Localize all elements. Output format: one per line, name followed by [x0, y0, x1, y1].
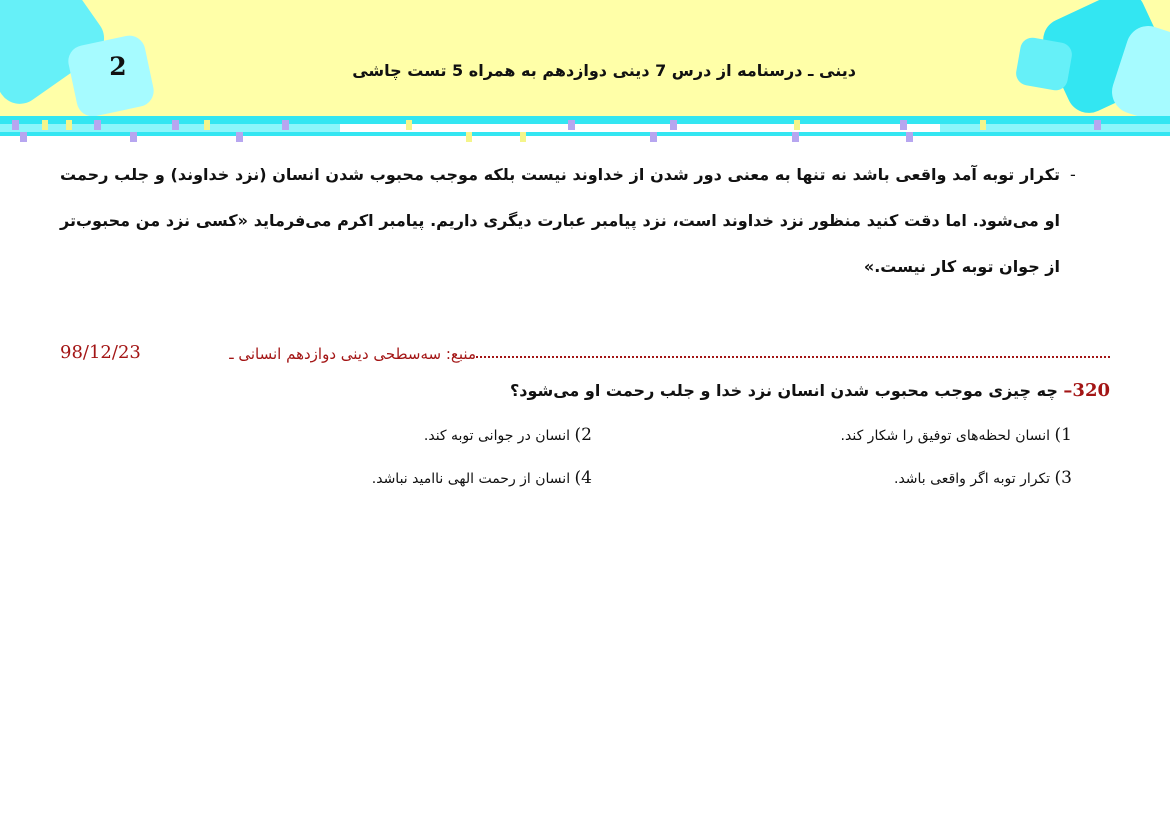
source-label: منبع: سه‌سطحی دینی دوازدهم انسانی ـ — [229, 345, 476, 363]
decorative-shape — [1014, 36, 1074, 92]
page-number: 2 — [109, 52, 127, 81]
question — [300, 380, 1110, 401]
header-band-pattern — [0, 124, 1170, 142]
page-title: دینی ـ درسنامه از درس 7 دینی دوازدهم به همراه 5 تست چاشی — [352, 61, 856, 80]
bullet-marker: - — [1070, 165, 1076, 184]
option-2[interactable] — [424, 425, 592, 445]
option-text: انسان لحظه‌های توفیق را شکار کند. — [840, 428, 1051, 444]
option-1[interactable] — [841, 425, 1072, 445]
source-line — [58, 342, 1112, 368]
option-number: 3) — [1054, 468, 1072, 488]
option-number: 2) — [574, 425, 592, 445]
question-text: چه چیزی موجب محبوب شدن انسان نزد خدا و جلب رحمت او می‌شود؟ — [509, 381, 1058, 400]
option-text: انسان از رحمت الهی ناامید نباشد. — [371, 471, 571, 487]
option-number: 4) — [574, 468, 592, 488]
lesson-paragraph: تکرار توبه آمد واقعی باشد نه تنها به معنی دور شدن از خداوند نیست بلکه موجب محبوب شدن انسان (نزد خداوند) و جلب رحمت او می‌شود. اما دقت کنید منظور نزد خداوند است، نزد پیامبر عبارت دیگری داریم. پیامبر اکرم می‌فرماید «کسی نزد من محبوب‌تر از جوان توبه کار نیست.» — [60, 165, 1060, 276]
page-header — [0, 0, 1170, 116]
option-4[interactable] — [372, 468, 592, 488]
option-number: 1) — [1054, 425, 1072, 445]
dotted-leader — [476, 356, 1110, 358]
option-text: تکرار توبه اگر واقعی باشد. — [894, 471, 1051, 487]
question-number: 320– — [1063, 380, 1110, 401]
option-text: انسان در جوانی توبه کند. — [423, 428, 571, 444]
source-date: 98/12/23 — [60, 342, 141, 363]
option-3[interactable] — [894, 468, 1072, 488]
